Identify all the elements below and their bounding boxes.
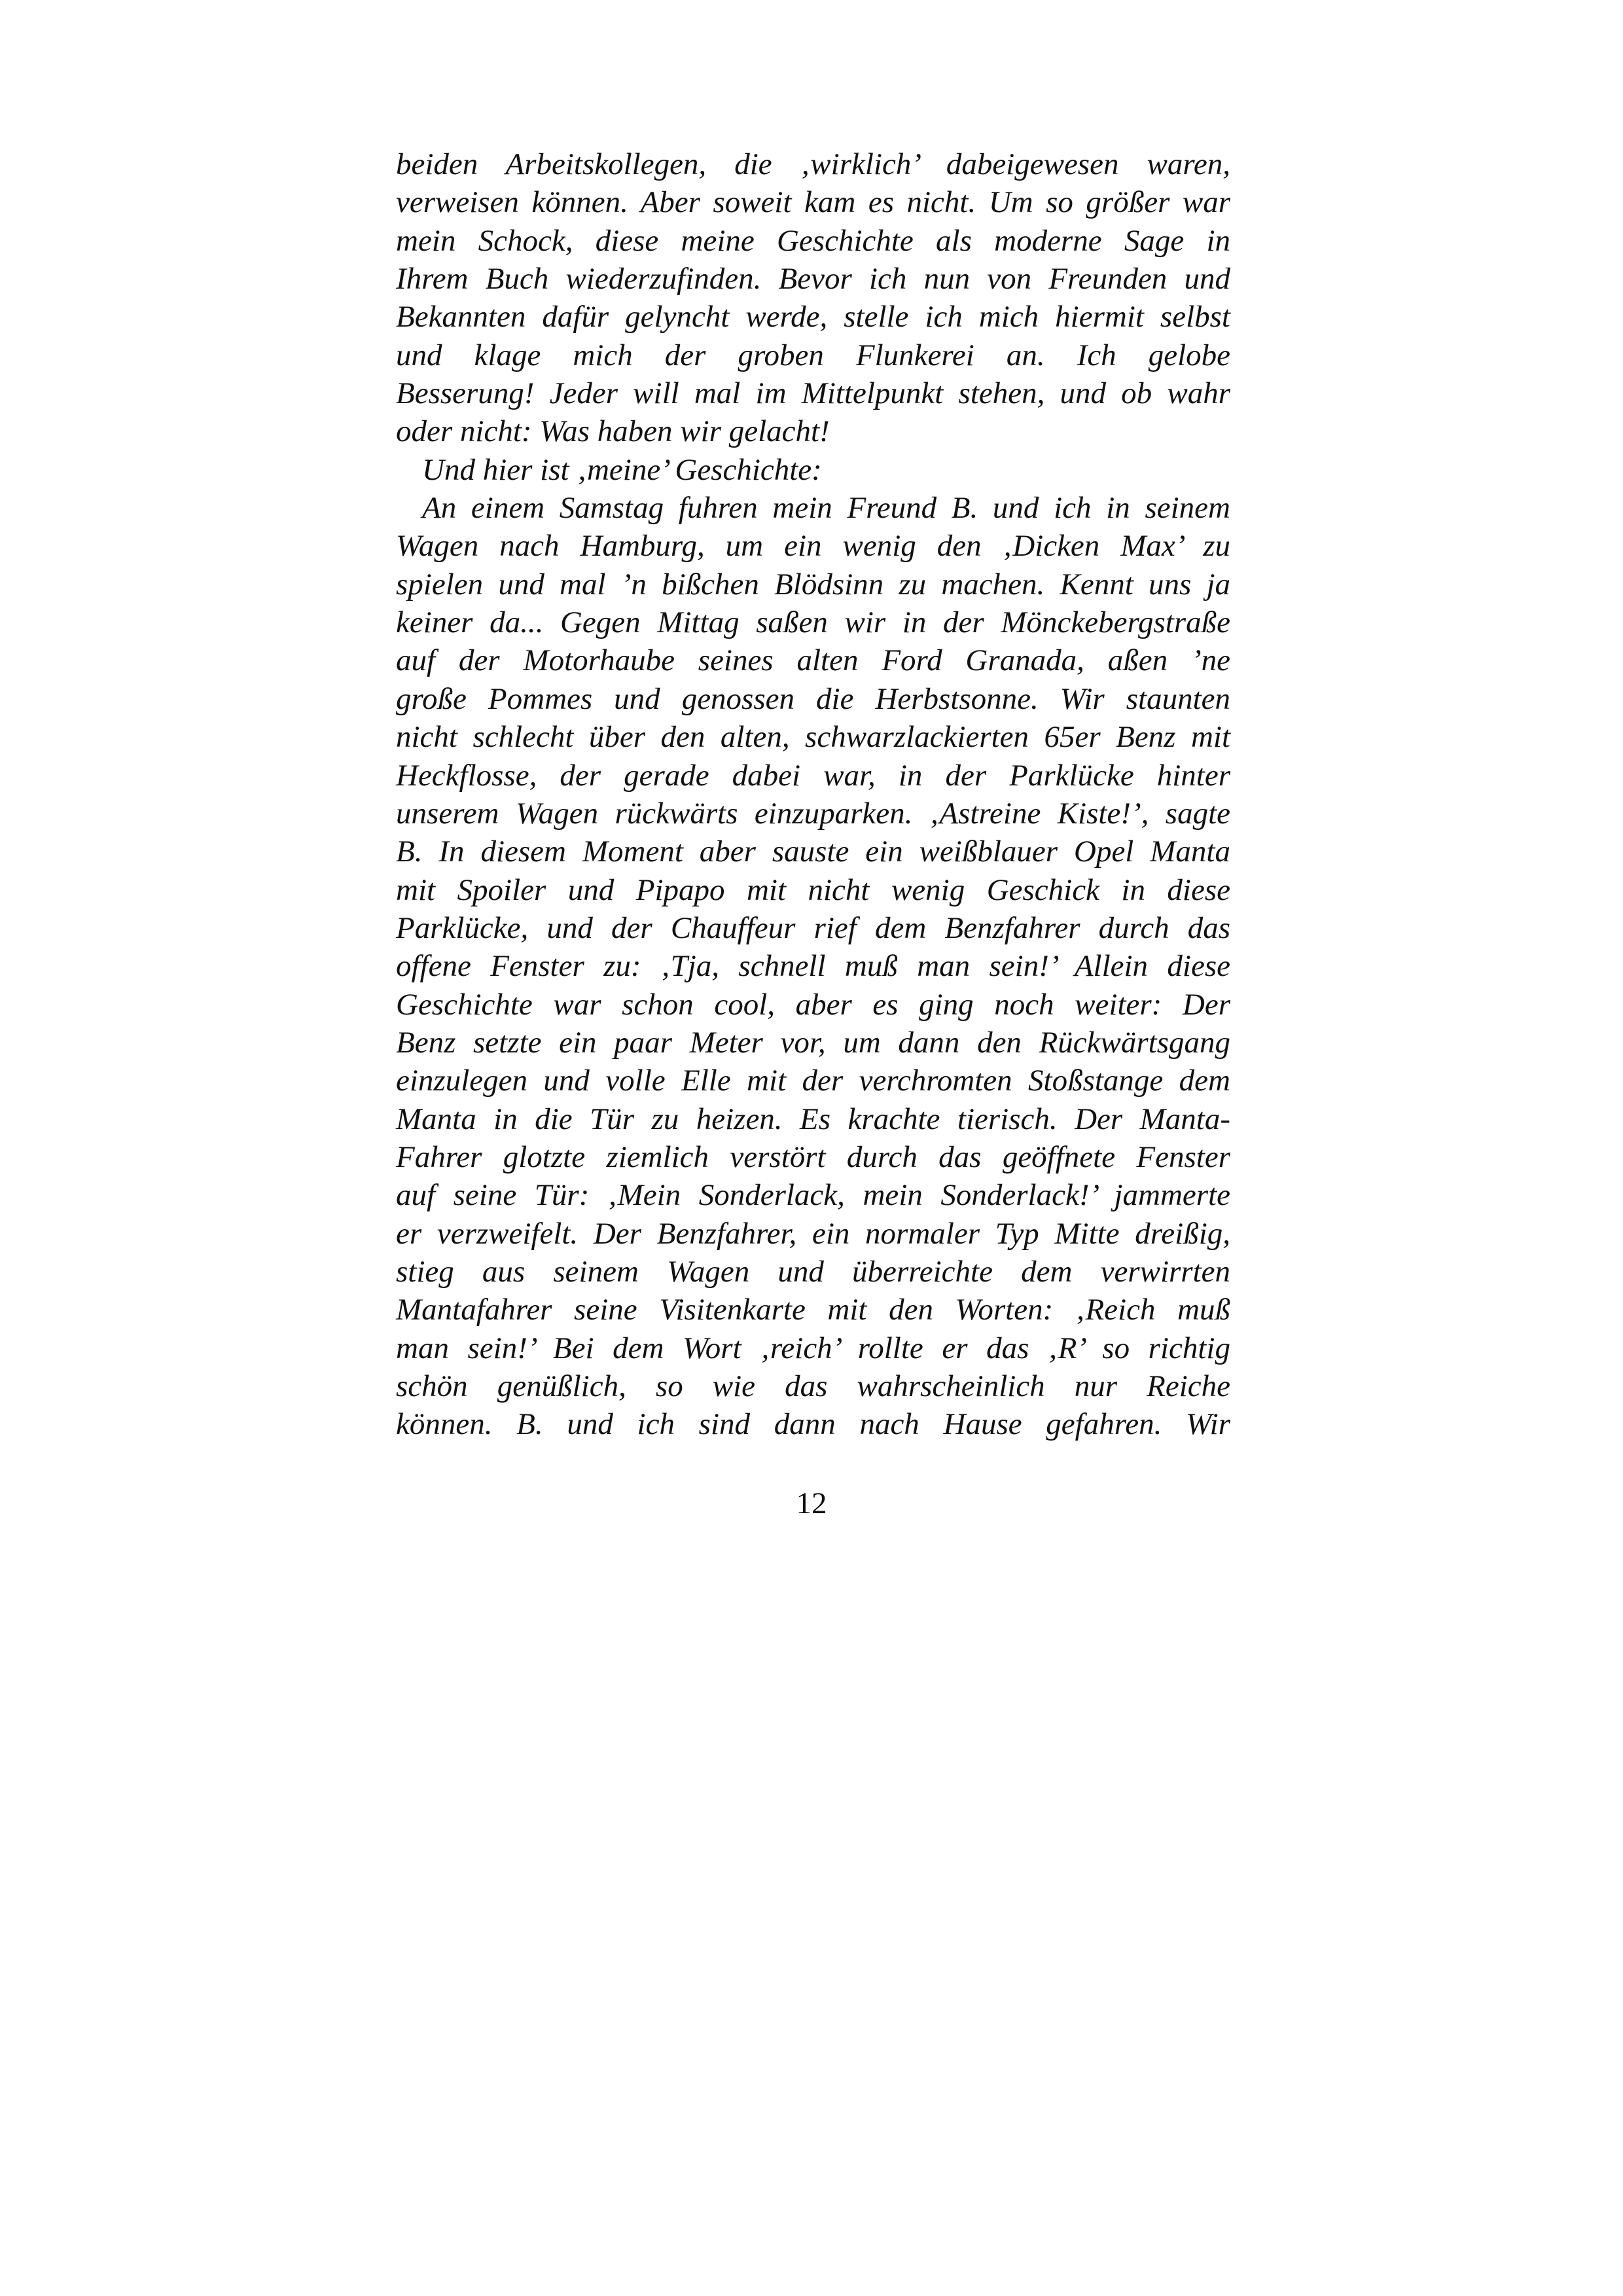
text-line: einzulegen und volle Elle mit der verchromten Stoßstange dem xyxy=(396,1064,1230,1098)
text-line: Heckflosse, der gerade dabei war, in der Parklücke hinter xyxy=(396,758,1230,793)
text-line: oder nicht: Was haben wir gelacht! xyxy=(396,414,830,449)
text-line: Fahrer glotzte ziemlich verstört durch das geöffnete Fenster xyxy=(396,1139,1230,1174)
text-line: offene Fenster zu: ‚Tja, schnell muß man sein!’ Allein diese xyxy=(396,949,1230,984)
text-line: Besserung! Jeder will mal im Mittelpunkt stehen, und ob wahr xyxy=(396,376,1230,411)
text-line: Und hier ist ‚meine’ Geschichte: xyxy=(422,452,822,487)
text-line: stieg aus seinem Wagen und überreichte dem verwirrten xyxy=(396,1254,1230,1289)
text-line: keiner da... Gegen Mittag saßen wir in der Mönckebergstraße xyxy=(396,605,1230,640)
text-line: können. B. und ich sind dann nach Hause gefahren. Wir xyxy=(396,1407,1230,1442)
text-line: Ihrem Buch wiederzufinden. Bevor ich nun von Freunden und xyxy=(396,262,1230,296)
text-line: und klage mich der groben Flunkerei an. Ich gelobe xyxy=(396,338,1230,372)
text-line: auf der Motorhaube seines alten Ford Granada, aßen ’ne xyxy=(396,643,1230,678)
text-line: An einem Samstag fuhren mein Freund B. und ich in seinem xyxy=(422,491,1230,526)
page-number: 12 xyxy=(796,1486,827,1520)
text-line: er verzweifelt. Der Benzfahrer, ein normaler Typ Mitte dreißig, xyxy=(396,1216,1230,1251)
body-text xyxy=(396,145,1230,1444)
text-line: verweisen können. Aber soweit kam es nicht. Um so größer war xyxy=(396,185,1230,220)
text-line: nicht schlecht über den alten, schwarzlackierten 65er Benz mit xyxy=(396,720,1230,755)
text-line: Mantafahrer seine Visitenkarte mit den Worten: ‚Reich muß xyxy=(396,1293,1230,1327)
text-line: Benz setzte ein paar Meter vor, um dann den Rückwärtsgang xyxy=(396,1025,1230,1060)
text-line: schön genüßlich, so wie das wahrscheinlich nur Reiche xyxy=(396,1369,1230,1403)
text-line: mit Spoiler und Pipapo mit nicht wenig Geschick in diese xyxy=(396,872,1230,907)
text-line: spielen und mal ’n bißchen Blödsinn zu machen. Kennt uns ja xyxy=(396,567,1230,601)
text-line: auf seine Tür: ‚Mein Sonderlack, mein Sonderlack!’ jammerte xyxy=(396,1178,1230,1213)
text-line: Manta in die Tür zu heizen. Es krachte tierisch. Der Manta- xyxy=(396,1102,1230,1136)
text-line: Parklücke, und der Chauffeur rief dem Benzfahrer durch das xyxy=(396,910,1230,945)
text-line: Geschichte war schon cool, aber es ging noch weiter: Der xyxy=(396,987,1230,1022)
text-line: beiden Arbeitskollegen, die ‚wirklich’ dabeigewesen waren, xyxy=(396,147,1230,181)
text-line: B. In diesem Moment aber sauste ein weißblauer Opel Manta xyxy=(396,834,1230,869)
text-line: Bekannten dafür gelyncht werde, stelle ich mich hiermit selbst xyxy=(396,300,1230,334)
text-line: Wagen nach Hamburg, um ein wenig den ‚Dicken Max’ zu xyxy=(396,529,1230,564)
text-line: unserem Wagen rückwärts einzuparken. ‚Astreine Kiste!’, sagte xyxy=(396,796,1230,831)
text-line: große Pommes und genossen die Herbstsonne. Wir staunten xyxy=(396,681,1230,716)
text-line: man sein!’ Bei dem Wort ‚reich’ rollte er das ‚R’ so richtig xyxy=(396,1331,1230,1365)
text-line: mein Schock, diese meine Geschichte als moderne Sage in xyxy=(396,223,1230,258)
